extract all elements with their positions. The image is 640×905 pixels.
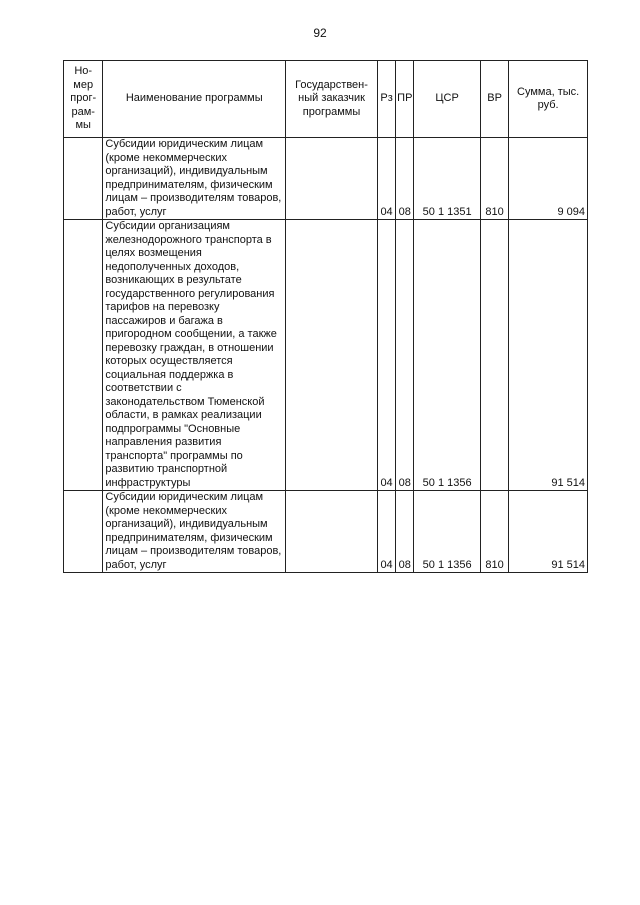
header-vr: ВР <box>480 61 508 138</box>
row-sum: 91 514 <box>509 220 588 491</box>
row-customer <box>286 138 378 220</box>
header-name: Наименование программы <box>103 61 286 138</box>
page-number: 92 <box>313 26 327 40</box>
row-name: Субсидии организациям железнодорожного транспорта в целях возмещения недополученных доходов, возникающих в результате государственного регулирования тарифов на перевозку пассажиров и багажа в пригородном сообщении, а также перевозку граждан, в отношении которых осуществляется социальная поддержка в соответствии с законодательством Тюменской области, в рамках реализации подпрограммы "Основные направления развития транспорта" программы по развитию транспортной инфраструктуры <box>103 220 286 491</box>
row-csr: 50 1 1356 <box>414 220 481 491</box>
header-pr: ПР <box>396 61 414 138</box>
row-vr <box>480 220 508 491</box>
header-sum: Сумма, тыс. руб. <box>509 61 588 138</box>
budget-table <box>63 60 588 573</box>
row-sum: 91 514 <box>509 491 588 573</box>
row-rz: 04 <box>377 220 395 491</box>
row-vr: 810 <box>480 138 508 220</box>
row-number <box>64 220 103 491</box>
table-row <box>64 491 588 573</box>
row-sum: 9 094 <box>509 138 588 220</box>
row-rz: 04 <box>377 138 395 220</box>
row-vr: 810 <box>480 491 508 573</box>
row-customer <box>286 491 378 573</box>
table-header-row <box>64 61 588 138</box>
row-pr: 08 <box>396 491 414 573</box>
row-rz: 04 <box>377 491 395 573</box>
row-pr: 08 <box>396 220 414 491</box>
row-csr: 50 1 1351 <box>414 138 481 220</box>
header-csr: ЦСР <box>414 61 481 138</box>
table-row <box>64 138 588 220</box>
row-csr: 50 1 1356 <box>414 491 481 573</box>
row-customer <box>286 220 378 491</box>
row-pr: 08 <box>396 138 414 220</box>
row-name: Субсидии юридическим лицам (кроме некоммерческих организаций), индивидуальным предпринимателям, физическим лицам – производителям товаров, работ, услуг <box>103 491 286 573</box>
row-name: Субсидии юридическим лицам (кроме некоммерческих организаций), индивидуальным предпринимателям, физическим лицам – производителям товаров, работ, услуг <box>103 138 286 220</box>
header-number: Но-мер прог-рам-мы <box>64 61 103 138</box>
row-number <box>64 491 103 573</box>
row-number <box>64 138 103 220</box>
header-customer: Государствен-ный заказчик программы <box>286 61 378 138</box>
table-row <box>64 220 588 491</box>
header-rz: Рз <box>377 61 395 138</box>
